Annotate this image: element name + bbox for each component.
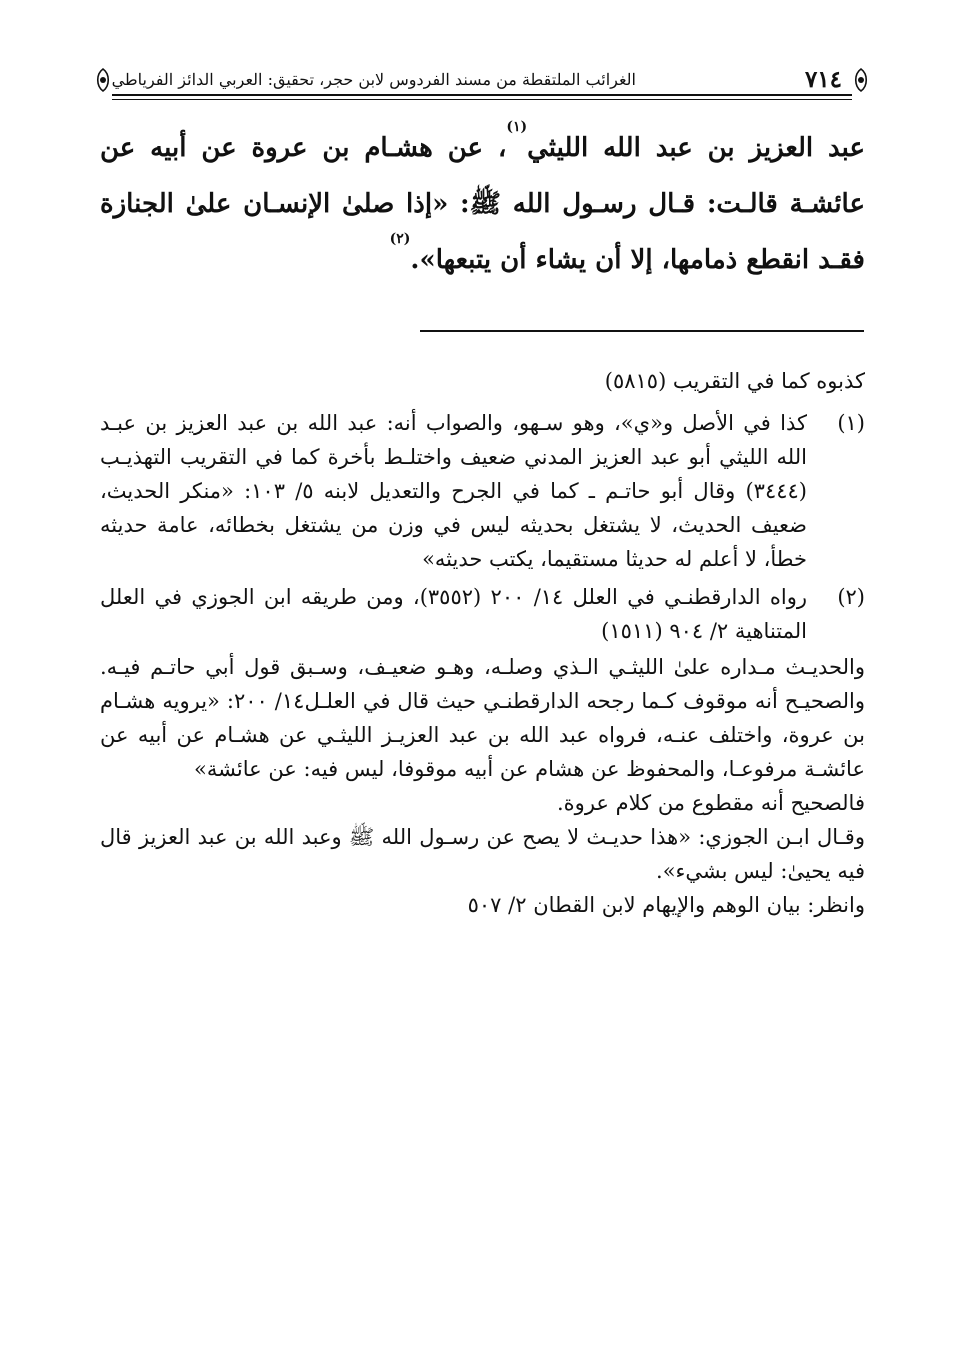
page-header <box>92 64 872 100</box>
hadith-paragraph <box>100 120 865 288</box>
footnotes <box>100 364 865 922</box>
narrator-text: عبد العزيز بن عبد الله الليثي <box>527 133 865 163</box>
running-title: الغرائب الملتقطة من مسند الفردوس لابن حجر، تحقيق: العربي الدائز الفرياطي <box>111 70 636 89</box>
page-number: ٧١٤ <box>804 66 842 93</box>
footnote-separator <box>420 330 864 332</box>
footnote-2 <box>100 580 865 648</box>
header-rule <box>112 94 852 96</box>
footnote-carryover: كذبوه كما في التقريب (٥٨١٥) <box>604 369 865 393</box>
footnote-paragraph: وانظر: بيان الوهم والإيهام لابن القطان ٢/ ٥٠٧ <box>467 893 865 917</box>
footnote-paragraph: وقـال ابـن الجوزي: «هذا حديـث لا يصح عن رسـول الله ﷺ وعبد الله بن عبد العزيز قال فيه يحيىٰ: ليس بشيء». <box>100 825 865 883</box>
footnote-number: (٢) <box>837 585 865 609</box>
footnote-1 <box>100 406 865 576</box>
header-rule <box>112 99 852 100</box>
main-text <box>100 120 865 288</box>
hadith-text: ، عن هشـام بن عروة عن أبيه عن عائشـة قالـت: قـال رسـول الله ﷺ: «إذا صلىٰ الإنسـان علىٰ الجنازة فقـد انقطع ذمامها، إلا أن يشاء أن يتبعها». <box>100 133 865 275</box>
ornament-icon <box>92 68 114 92</box>
ornament-icon <box>850 68 872 92</box>
footnote-paragraph: والحديـث مـداره علىٰ الليثـي الـذي وصلـه، وهـو ضعيـف، وسـبق قول أبي حاتـم فيـه. والصحيـح أنه موقوف كـما رجحه الدارقطنـي حيث قال في العلـل١٤/ ٢٠٠: «يرويه هشـام بن عروة، واختلف عنـه، فرواه عبد الله بن عبد العزيـز الليثـي عن هشـام عن أبيه عن عائشـة مرفوعـا، والمحفوظ عن هشام عن أبيه موقوفا، ليس فيه: عن عائشة» <box>100 655 865 781</box>
footnote-ref: (٢) <box>389 231 411 247</box>
footnote-text: رواه الدارقطنـي في العلل ١٤/ ٢٠٠ (٣٥٥٢)، ومن طريقه ابن الجوزي في العلل المتناهية ٢/ ٩٠٤ (١٥١١) <box>100 585 807 643</box>
footnote-text: كذا في الأصل و«ي»، وهو سـهو، والصواب أنه: عبد الله بن عبد العزيز بن عبـد الله الليثي أبو عبد العزيز المدني ضعيف واختلـط بأخرة كما في التقريب التهذيـب (٣٤٤٤) وقال أبو حاتـم ـ كما في الجرح والتعديل لابنه ٥/ ١٠٣: «منكر الحديث، ضعيف الحديث، لا يشتغل بحديثه ليس في وزن من يشتغل بخطائه، عامة حديثه خطأ، لا أعلم له حديثا مستقيما، يكتب حديثه» <box>100 411 807 571</box>
footnote-paragraph: فالصحيح أنه مقطوع من كلام عروة. <box>557 791 865 815</box>
footnote-ref: (١) <box>506 119 528 135</box>
footnote-number: (١) <box>837 411 865 435</box>
